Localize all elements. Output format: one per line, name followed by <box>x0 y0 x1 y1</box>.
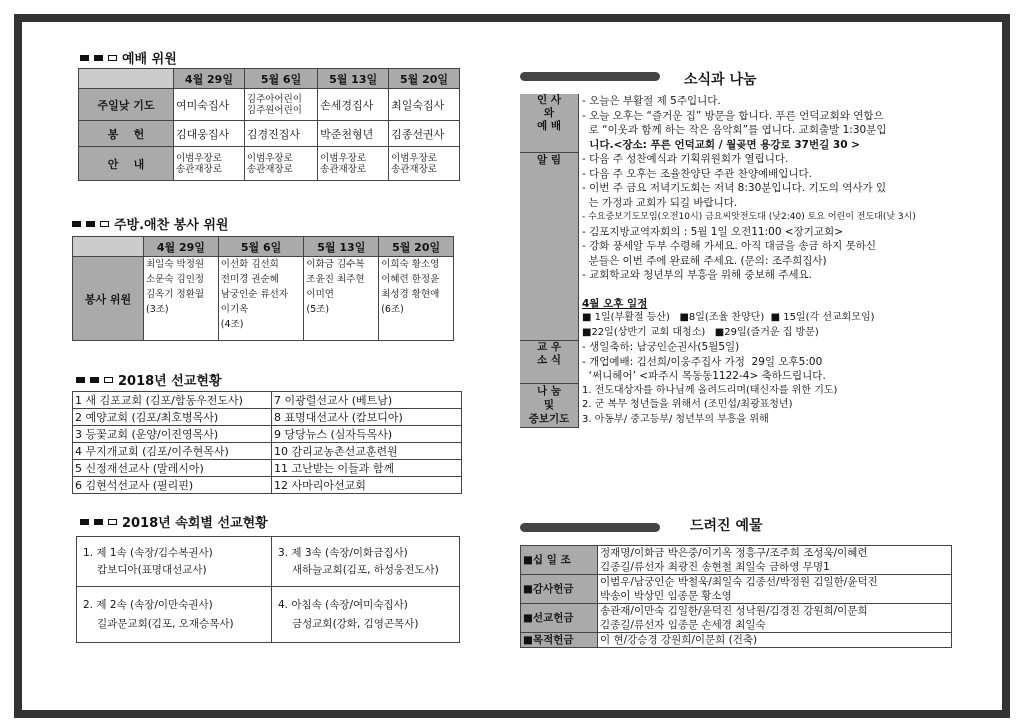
square-icon <box>80 519 89 525</box>
group-mission-title: 2018년 속회별 선교현황 <box>122 516 268 531</box>
news-line: 1. 전도대상자를 하나님께 올려드리며(태신자를 위한 기도) <box>582 384 838 396</box>
corner-cell <box>73 237 144 257</box>
group-head: 2. 제 2속 (속장/이만숙권사) <box>83 598 213 611</box>
news-line: - 김포지방교역자회의 : 5월 1일 오전11:00 <장기교회> <box>582 225 843 238</box>
cell: 이범우장로 송관재장로 <box>174 147 245 181</box>
news-line: - 강화 풍세알 두부 수령해 가세요. 아직 대금을 송금 하지 못하신 <box>582 240 877 252</box>
cell: 최일숙 박정원 소문숙 김인정 김옥기 정환월 (3조) <box>144 257 219 341</box>
group-sub: 길과문교회(김포, 오재승목사) <box>97 617 234 630</box>
date-header: 5월 20일 <box>389 69 460 89</box>
offering-names: 이범우/남궁인순 박철욱/최일숙 김종선/박정원 김일한/윤덕진 박송이 박상민 임종문 황소영 <box>598 575 952 604</box>
group-mission-cell <box>77 537 272 587</box>
group-mission-table <box>76 536 460 643</box>
group-sub: 캄보디아(표명대선교사) <box>97 563 207 576</box>
mission-item: 1 새 김포교회 (김포/함동우전도사) <box>73 392 272 409</box>
mission-title: 2018년 선교현황 <box>118 374 222 389</box>
group-mission-cell <box>77 587 272 643</box>
news-line: 4월 오후 일정 <box>582 297 648 310</box>
row-label: 봉 헌 <box>79 121 174 147</box>
news-content <box>579 94 953 152</box>
group-head: 3. 제 3속 (속장/이화금집사) <box>278 546 408 559</box>
news-line: 분들은 이번 주에 완료해 주세요. (문의: 조주희집사) <box>582 254 827 267</box>
news-line <box>582 283 950 297</box>
row-label: 봉사 위원 <box>73 257 144 341</box>
news-line: - 교회학교와 청년부의 부흥을 위해 중보해 주세요. <box>582 269 813 281</box>
date-header: 4월 29일 <box>144 237 219 257</box>
mission-item: 2 예양교회 (김포/최호병목사) <box>73 409 272 426</box>
cell: 이화금 김수복 조윤진 최주현 이미연 (5조) <box>304 257 379 341</box>
cell: 손세경집사 <box>318 89 389 121</box>
cell: 김대웅집사 <box>174 121 245 147</box>
hollow-square-icon <box>108 519 117 525</box>
group-sub: 금성교회(강화, 김영곤목사) <box>292 617 419 630</box>
news-title-bar <box>520 72 660 81</box>
group-mission-cell <box>272 537 460 587</box>
square-icon <box>80 55 89 61</box>
offerings-table <box>520 545 952 648</box>
offering-label: ■선교헌금 <box>521 604 598 633</box>
offering-label: ■감사헌금 <box>521 575 598 604</box>
news-line: - 다음 주 성찬예식과 기획위원회가 열립니다. <box>582 153 789 165</box>
offering-label: ■십 일 조 <box>521 546 598 575</box>
mission-table <box>72 391 462 494</box>
group-head: 4. 아침속 (속장/여미숙집사) <box>278 598 408 611</box>
square-icon <box>76 377 85 383</box>
news-line: - 오늘은 부활절 제 5주입니다. <box>582 95 721 107</box>
row-label: 주일낮 기도 <box>79 89 174 121</box>
news-label: 인 사 와 예 배 <box>520 94 579 152</box>
date-header: 5월 13일 <box>304 237 379 257</box>
mission-item: 11 고난받는 이들과 함께 <box>272 460 462 477</box>
news-line: - 생일축하: 남궁인순권사(5월5일) <box>582 341 740 353</box>
kitchen-table <box>72 236 454 341</box>
offering-names: 정재명/이화금 박은중/이기옥 정흥구/조주희 조성욱/이혜련 김종길/류선자 최광진 송현철 최일숙 금하영 무명1 <box>598 546 952 575</box>
offerings-title-bar <box>520 523 660 532</box>
hollow-square-icon <box>108 55 117 61</box>
date-header: 5월 6일 <box>244 69 317 89</box>
kitchen-title: 주방.애찬 봉사 위원 <box>114 218 229 233</box>
news-line: - 이번 주 금요 저녁기도회는 저녁 8:30분입니다. 기도의 역사가 있 <box>582 182 887 194</box>
cell: 이범우장로 송관재장로 <box>389 147 460 181</box>
news-line: - 다음 주 오후는 조율찬양단 주관 찬양예배입니다. <box>582 167 813 180</box>
news-label: 알 림 <box>520 152 579 340</box>
cell: 박준천형년 <box>318 121 389 147</box>
cell: 이희숙 황소영 이혜련 한정윤 최성경 황현애 (6조) <box>379 257 454 341</box>
mission-item: 3 등꽃교회 (운양/이진영목사) <box>73 426 272 443</box>
group-mission-section-title <box>80 512 268 531</box>
news-line: 2. 군 복무 청년들을 위해서 (조민섭/최광표청년) <box>582 399 793 410</box>
mission-item: 7 이광렬선교사 (베트남) <box>272 392 462 409</box>
mission-item: 4 무지개교회 (김포/이주현목사) <box>73 443 272 460</box>
row-label: 안 내 <box>79 147 174 181</box>
date-header: 5월 20일 <box>379 237 454 257</box>
mission-item: 9 당당뉴스 (심자득목사) <box>272 426 462 443</box>
mission-section-title <box>76 370 222 389</box>
news-line: 로 “이웃과 함께 하는 작은 음악회”를 엽니다. 교회출발 1:30분입 <box>582 124 887 136</box>
news-line: ■22일(상반기 교회 대청소) ■29일(즐거운 집 방문) <box>582 326 819 338</box>
mission-item: 6 김현석선교사 (필리핀) <box>73 477 272 494</box>
news-label: 교 우 소 식 <box>520 340 579 384</box>
worship-section-title <box>80 48 177 67</box>
cell: 이범우장로 송관재장로 <box>318 147 389 181</box>
cell: 이선화 김선희 전미경 권순혜 남궁인순 류선자 이기옥 (4조) <box>218 257 304 341</box>
cell: 김종선권사 <box>389 121 460 147</box>
cell: 최일숙집사 <box>389 89 460 121</box>
news-line: - 오늘 오후는 “즐거운 집” 방문을 합니다. 푸른 언덕교회와 연합으 <box>582 109 884 122</box>
cell: 김경진집사 <box>244 121 317 147</box>
kitchen-section-title <box>72 214 228 233</box>
worship-title: 예배 위원 <box>122 52 177 67</box>
corner-cell <box>79 69 174 89</box>
date-header: 5월 13일 <box>318 69 389 89</box>
group-head: 1. 제 1속 (속장/김수복권사) <box>83 546 213 559</box>
news-content <box>579 152 953 340</box>
offering-label: ■목적헌금 <box>521 633 598 648</box>
group-sub: 새하늘교회(김포, 하성웅전도사) <box>292 563 439 576</box>
square-icon <box>90 377 99 383</box>
news-line: 니다.<장소: 푸른 언덕교회 / 월곶면 용강로 37번길 30 > <box>582 138 860 151</box>
offering-names: 이 현/강승경 강원희/이문희 (건축) <box>598 633 952 648</box>
news-label: 나 눔 및 중보기도 <box>520 384 579 428</box>
date-header: 5월 6일 <box>218 237 304 257</box>
news-content <box>579 340 953 384</box>
news-line: ■ 1일(부활절 등산) ■8일(조율 찬양단) ■ 15일(각 선교회모임) <box>582 312 875 323</box>
mission-item: 12 사마리아선교회 <box>272 477 462 494</box>
offering-names: 송관재/이만숙 김일한/윤덕진 성낙원/김경진 강원희/이문희 김종길/류선자 임종문 손세경 최일숙 <box>598 604 952 633</box>
news-line: ‘써니헤어’ <파주시 목동동1122-4> 축하드립니다. <box>582 370 826 382</box>
cell: 이범우장로 송관재장로 <box>244 147 317 181</box>
group-mission-cell <box>272 587 460 643</box>
news-content <box>579 384 953 428</box>
news-line: - 수요중보기도모임(오전10시) 금요씨앗전도대 (낮2:40) 토요 어린이 전도대(낮 3시) <box>582 212 916 222</box>
date-header: 4월 29일 <box>174 69 245 89</box>
square-icon <box>72 221 81 227</box>
offerings-title: 드려진 예물 <box>690 518 763 534</box>
news-line: 3. 아동부/ 중고등부/ 청년부의 부흥을 위해 <box>582 413 769 425</box>
cell: 김주아어린이 김주원어린이 <box>244 89 317 121</box>
news-table <box>520 94 952 428</box>
square-icon <box>94 519 103 525</box>
cell: 여미숙집사 <box>174 89 245 121</box>
square-icon <box>94 55 103 61</box>
mission-item: 8 표명대선교사 (캄보디아) <box>272 409 462 426</box>
news-line: - 개업예배: 김선희/이웅주집사 가정 29일 오후5:00 <box>582 355 823 368</box>
mission-item: 10 감리교농촌선교훈련원 <box>272 443 462 460</box>
worship-table <box>78 68 460 181</box>
news-title: 소식과 나눔 <box>684 72 757 88</box>
news-line: 는 가정과 교회가 되길 바랍니다. <box>582 196 738 209</box>
square-icon <box>86 221 95 227</box>
hollow-square-icon <box>104 377 113 383</box>
hollow-square-icon <box>100 221 109 227</box>
mission-item: 5 신정재선교사 (말레시아) <box>73 460 272 477</box>
